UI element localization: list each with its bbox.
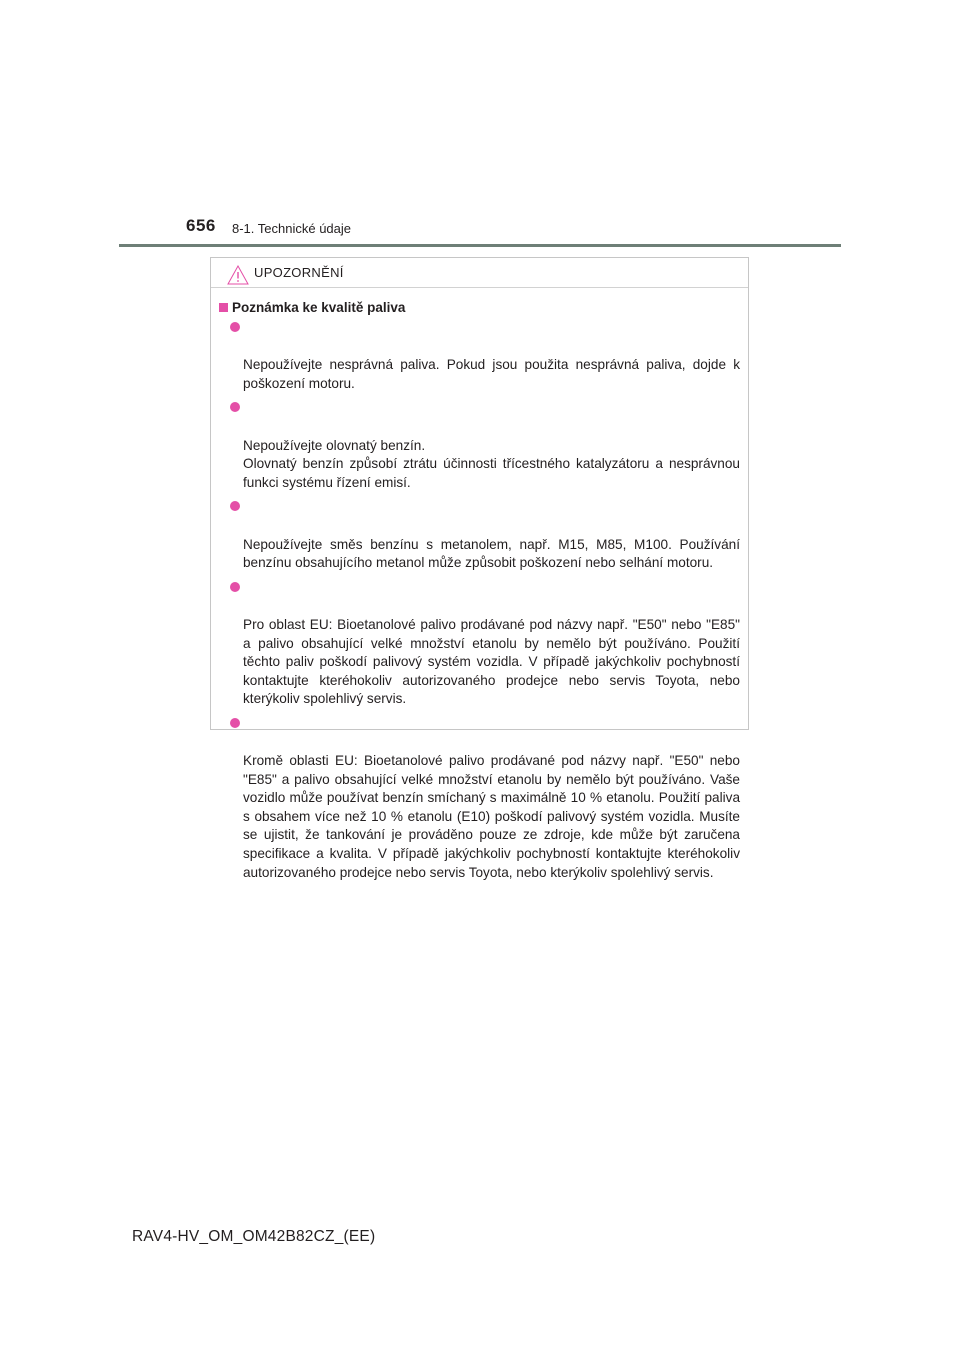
warning-triangle-icon [227,265,249,285]
header-divider [119,244,841,247]
list-item [217,319,740,393]
warning-list [217,319,740,882]
list-item-text: Nepoužívejte směs benzínu s metanolem, např. M15, M85, M100. Používání benzínu obsahujícího metanol může způsobit poškození nebo selhání motoru. [243,536,740,571]
square-bullet-icon [219,303,228,312]
bullet-dot-icon [230,501,240,511]
list-item-text: Nepoužívejte olovnatý benzín. Olovnatý benzín způsobí ztrátu účinnosti třícestného katalyzátoru a nesprávnou funkci systému řízení emisí. [243,437,740,490]
warning-subheading-text: Poznámka ke kvalitě paliva [232,300,406,315]
warning-body [211,288,748,882]
list-item [217,399,740,492]
warning-header [211,258,748,288]
list-item-text: Nepoužívejte nesprávná paliva. Pokud jsou použita nesprávná paliva, dojde k poškození motoru. [243,357,740,391]
warning-subheading [217,300,740,315]
bullet-dot-icon [230,582,240,592]
list-item [217,498,740,572]
bullet-dot-icon [230,718,240,728]
list-item-text: Pro oblast EU: Bioetanolové palivo prodávané pod názvy např. "E50" nebo "E85" a palivo obsahující velké množství etanolu by nemělo být používáno. Použití těchto paliv poškodí palivový systém vozidla. V případě jakýchkoliv pochybností kontaktujte kteréhokoliv autorizovaného prodejce nebo servis Toyota, nebo kterýkoliv spolehlivý servis. [243,616,740,707]
section-title: 8-1. Technické údaje [232,221,352,236]
bullet-dot-icon [230,322,240,332]
document-code: RAV4-HV_OM_OM42B82CZ_(EE) [132,1228,376,1245]
warning-label: UPOZORNĚNÍ [254,265,344,280]
page-number: 656 [186,216,216,235]
warning-box [210,257,749,880]
list-item [217,715,740,882]
list-item [217,579,740,709]
list-item-text: Kromě oblasti EU: Bioetanolové palivo prodávané pod názvy např. "E50" nebo "E85" a palivo obsahující velké množství etanolu by nemělo být používáno. Vaše vozidlo může používat benzín smíchaný s maximálně 10 % etanolu. Použití paliva s obsahem více než 10 % etanolu (E10) poškodí palivový systém vozidla. Musíte se ujistit, že tankování je prováděno pouze ze zdroje, kde může být zaručena specifikace a kvalita. V případě jakýchkoliv pochybností kontaktujte kteréhokoliv autorizovaného prodejce nebo servis Toyota, nebo kterýkoliv spolehlivý servis. [243,753,740,880]
bullet-dot-icon [230,402,240,412]
